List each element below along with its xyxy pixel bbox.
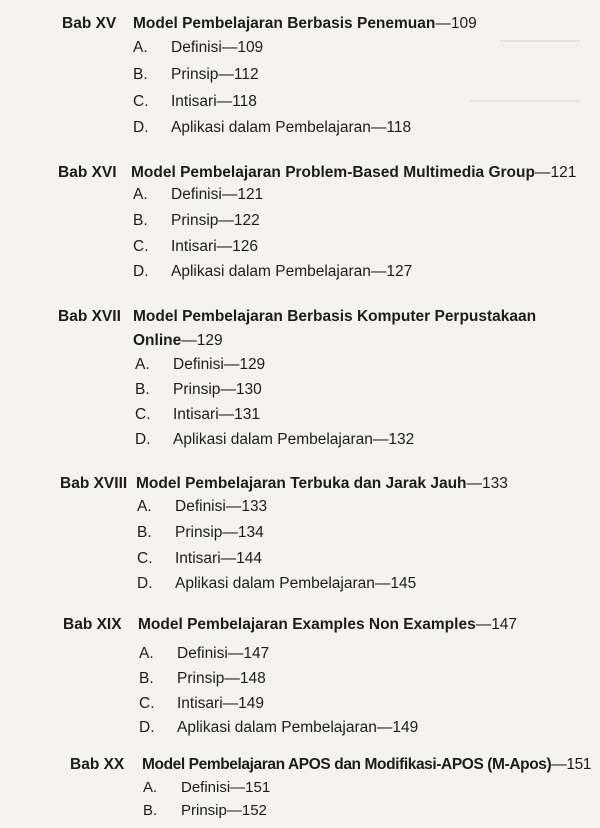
chapter-number: Bab XV <box>62 15 117 32</box>
section-text: Definisi—129 <box>173 356 266 373</box>
chapter-title-text: Model Pembelajaran Berbasis Komputer Perpustakaan <box>133 308 537 325</box>
chapter-number: Bab XVIII <box>60 475 128 492</box>
chapter-title <box>133 306 536 328</box>
chapter-number: Bab XVII <box>58 308 121 325</box>
section-text: Prinsip—122 <box>171 212 260 229</box>
section-letter: B. <box>135 381 150 398</box>
section-letter: C. <box>133 238 149 255</box>
chapter-page: —147 <box>475 616 518 633</box>
chapter-page: —129 <box>181 332 223 349</box>
section-text: Prinsip—130 <box>173 381 262 398</box>
chapter-number: Bab XVI <box>58 164 117 181</box>
section-letter: A. <box>137 498 152 515</box>
chapter-title-text: Model Pembelajaran Berbasis Penemuan <box>133 15 436 32</box>
section-letter: D. <box>137 575 153 592</box>
section-text: Prinsip—134 <box>175 524 264 541</box>
bleed-through-mark <box>470 100 580 102</box>
section-letter: D. <box>133 119 149 136</box>
chapter-title <box>142 754 591 776</box>
chapter-title <box>133 13 477 35</box>
section-text: Prinsip—148 <box>177 670 266 687</box>
section-text: Definisi—147 <box>177 645 270 662</box>
section-text: Intisari—131 <box>173 406 261 423</box>
chapter-page: —121 <box>534 164 577 181</box>
section-text: Intisari—126 <box>171 238 259 255</box>
section-text: Definisi—121 <box>171 186 264 203</box>
section-letter: D. <box>139 719 155 736</box>
chapter-number: Bab XX <box>70 756 125 773</box>
section-text: Aplikasi dalam Pembelajaran—149 <box>177 719 419 736</box>
section-letter: A. <box>135 356 150 373</box>
section-letter: A. <box>143 779 158 796</box>
chapter-page: —133 <box>466 475 508 492</box>
section-letter: C. <box>135 406 151 423</box>
chapter-title <box>136 473 508 495</box>
chapter-title-continuation <box>133 330 223 352</box>
chapter-title-text: Model Pembelajaran APOS dan Modifikasi-APOS (M-Apos) <box>142 756 552 773</box>
section-text: Aplikasi dalam Pembelajaran—127 <box>171 263 413 280</box>
section-letter: C. <box>133 93 149 110</box>
section-letter: B. <box>139 670 154 687</box>
section-letter: C. <box>139 695 155 712</box>
section-letter: B. <box>137 524 152 541</box>
section-letter: A. <box>133 186 148 203</box>
section-text: Aplikasi dalam Pembelajaran—118 <box>171 119 412 136</box>
chapter-title-cont-text: Online <box>133 332 182 349</box>
chapter-title-text: Model Pembelajaran Examples Non Examples <box>138 616 476 633</box>
chapter-title-text: Model Pembelajaran Terbuka dan Jarak Jauh <box>136 475 467 492</box>
section-text: Prinsip—152 <box>181 802 267 819</box>
section-text: Intisari—118 <box>171 93 257 110</box>
section-text: Prinsip—112 <box>171 66 259 83</box>
section-text: Intisari—149 <box>177 695 265 712</box>
chapter-title <box>131 162 576 184</box>
chapter-title <box>138 614 517 636</box>
section-letter: D. <box>135 431 151 448</box>
section-letter: C. <box>137 550 153 567</box>
section-letter: A. <box>139 645 154 662</box>
section-text: Definisi—133 <box>175 498 268 515</box>
section-letter: B. <box>143 802 158 819</box>
section-text: Aplikasi dalam Pembelajaran—132 <box>173 431 415 448</box>
chapter-page: —109 <box>435 15 477 32</box>
section-text: Intisari—144 <box>175 550 263 567</box>
chapter-title-text: Model Pembelajaran Problem-Based Multimedia Group <box>131 164 535 181</box>
bleed-through-mark <box>500 40 580 42</box>
section-letter: D. <box>133 263 149 280</box>
section-text: Aplikasi dalam Pembelajaran—145 <box>175 575 417 592</box>
section-letter: A. <box>133 39 148 56</box>
section-letter: B. <box>133 66 148 83</box>
section-letter: B. <box>133 212 148 229</box>
chapter-number: Bab XIX <box>63 616 122 633</box>
chapter-page: —151 <box>551 756 592 773</box>
section-text: Definisi—151 <box>181 779 271 796</box>
section-text: Definisi—109 <box>171 39 264 56</box>
